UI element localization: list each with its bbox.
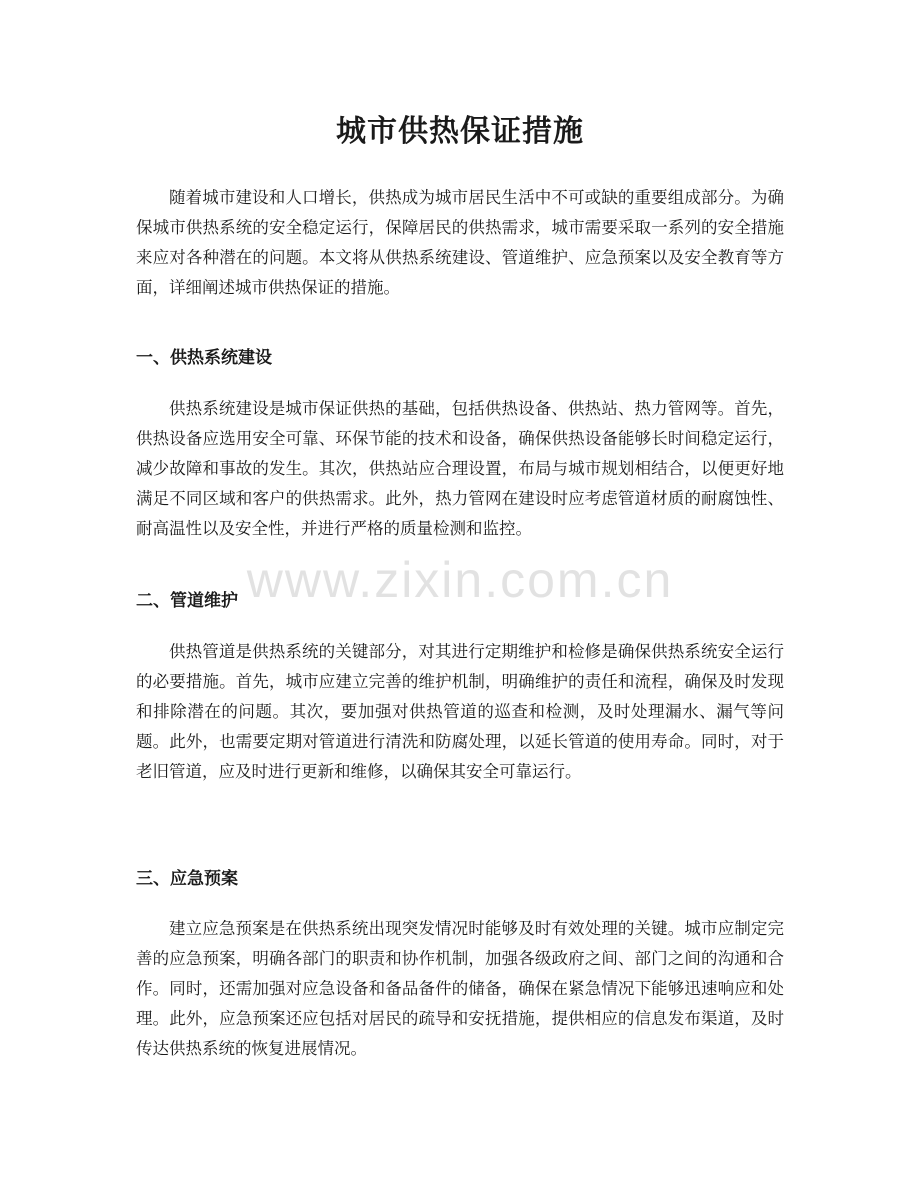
section-body-2: 供热管道是供热系统的关键部分，对其进行定期维护和检修是确保供热系统安全运行的必要措施。首先，城市应建立完善的维护机制，明确维护的责任和流程，确保及时发现和排除潜在的问题。其次，要加强对供热管道的巡查和检测，及时处理漏水、漏气等问题。此外，也需要定期对管道进行清洗和防腐处理，以延长管道的使用寿命。同时，对于老旧管道，应及时进行更新和维修，以确保其安全可靠运行。 xyxy=(136,642,784,781)
watermark: www.zixin.com.cn xyxy=(246,552,674,608)
section-heading-3: 三、应急预案 xyxy=(136,869,238,889)
page-title: 城市供热保证措施 xyxy=(336,114,584,149)
section-heading-1: 一、供热系统建设 xyxy=(136,348,272,368)
intro-paragraph: 随着城市建设和人口增长，供热成为城市居民生活中不可或缺的重要组成部分。为确保城市供热系统的安全稳定运行，保障居民的供热需求，城市需要采取一系列的安全措施来应对各种潜在的问题。本文将从供热系统建设、管道维护、应急预案以及安全教育等方面，详细阐述城市供热保证的措施。 xyxy=(136,188,784,297)
section-body-1: 供热系统建设是城市保证供热的基础，包括供热设备、供热站、热力管网等。首先，供热设备应选用安全可靠、环保节能的技术和设备，确保供热设备能够长时间稳定运行，减少故障和事故的发生。其次，供热站应合理设置，布局与城市规划相结合，以便更好地满足不同区域和客户的供热需求。此外，热力管网在建设时应考虑管道材质的耐腐蚀性、耐高温性以及安全性，并进行严格的质量检测和监控。 xyxy=(136,399,784,538)
section-heading-2: 二、管道维护 xyxy=(136,591,238,611)
section-body-3: 建立应急预案是在供热系统出现突发情况时能够及时有效处理的关键。城市应制定完善的应急预案，明确各部门的职责和协作机制，加强各级政府之间、部门之间的沟通和合作。同时，还需加强对应急设备和备品备件的储备，确保在紧急情况下能够迅速响应和处理。此外，应急预案还应包括对居民的疏导和安抚措施，提供相应的信息发布渠道，及时传达供热系统的恢复进展情况。 xyxy=(136,919,784,1058)
